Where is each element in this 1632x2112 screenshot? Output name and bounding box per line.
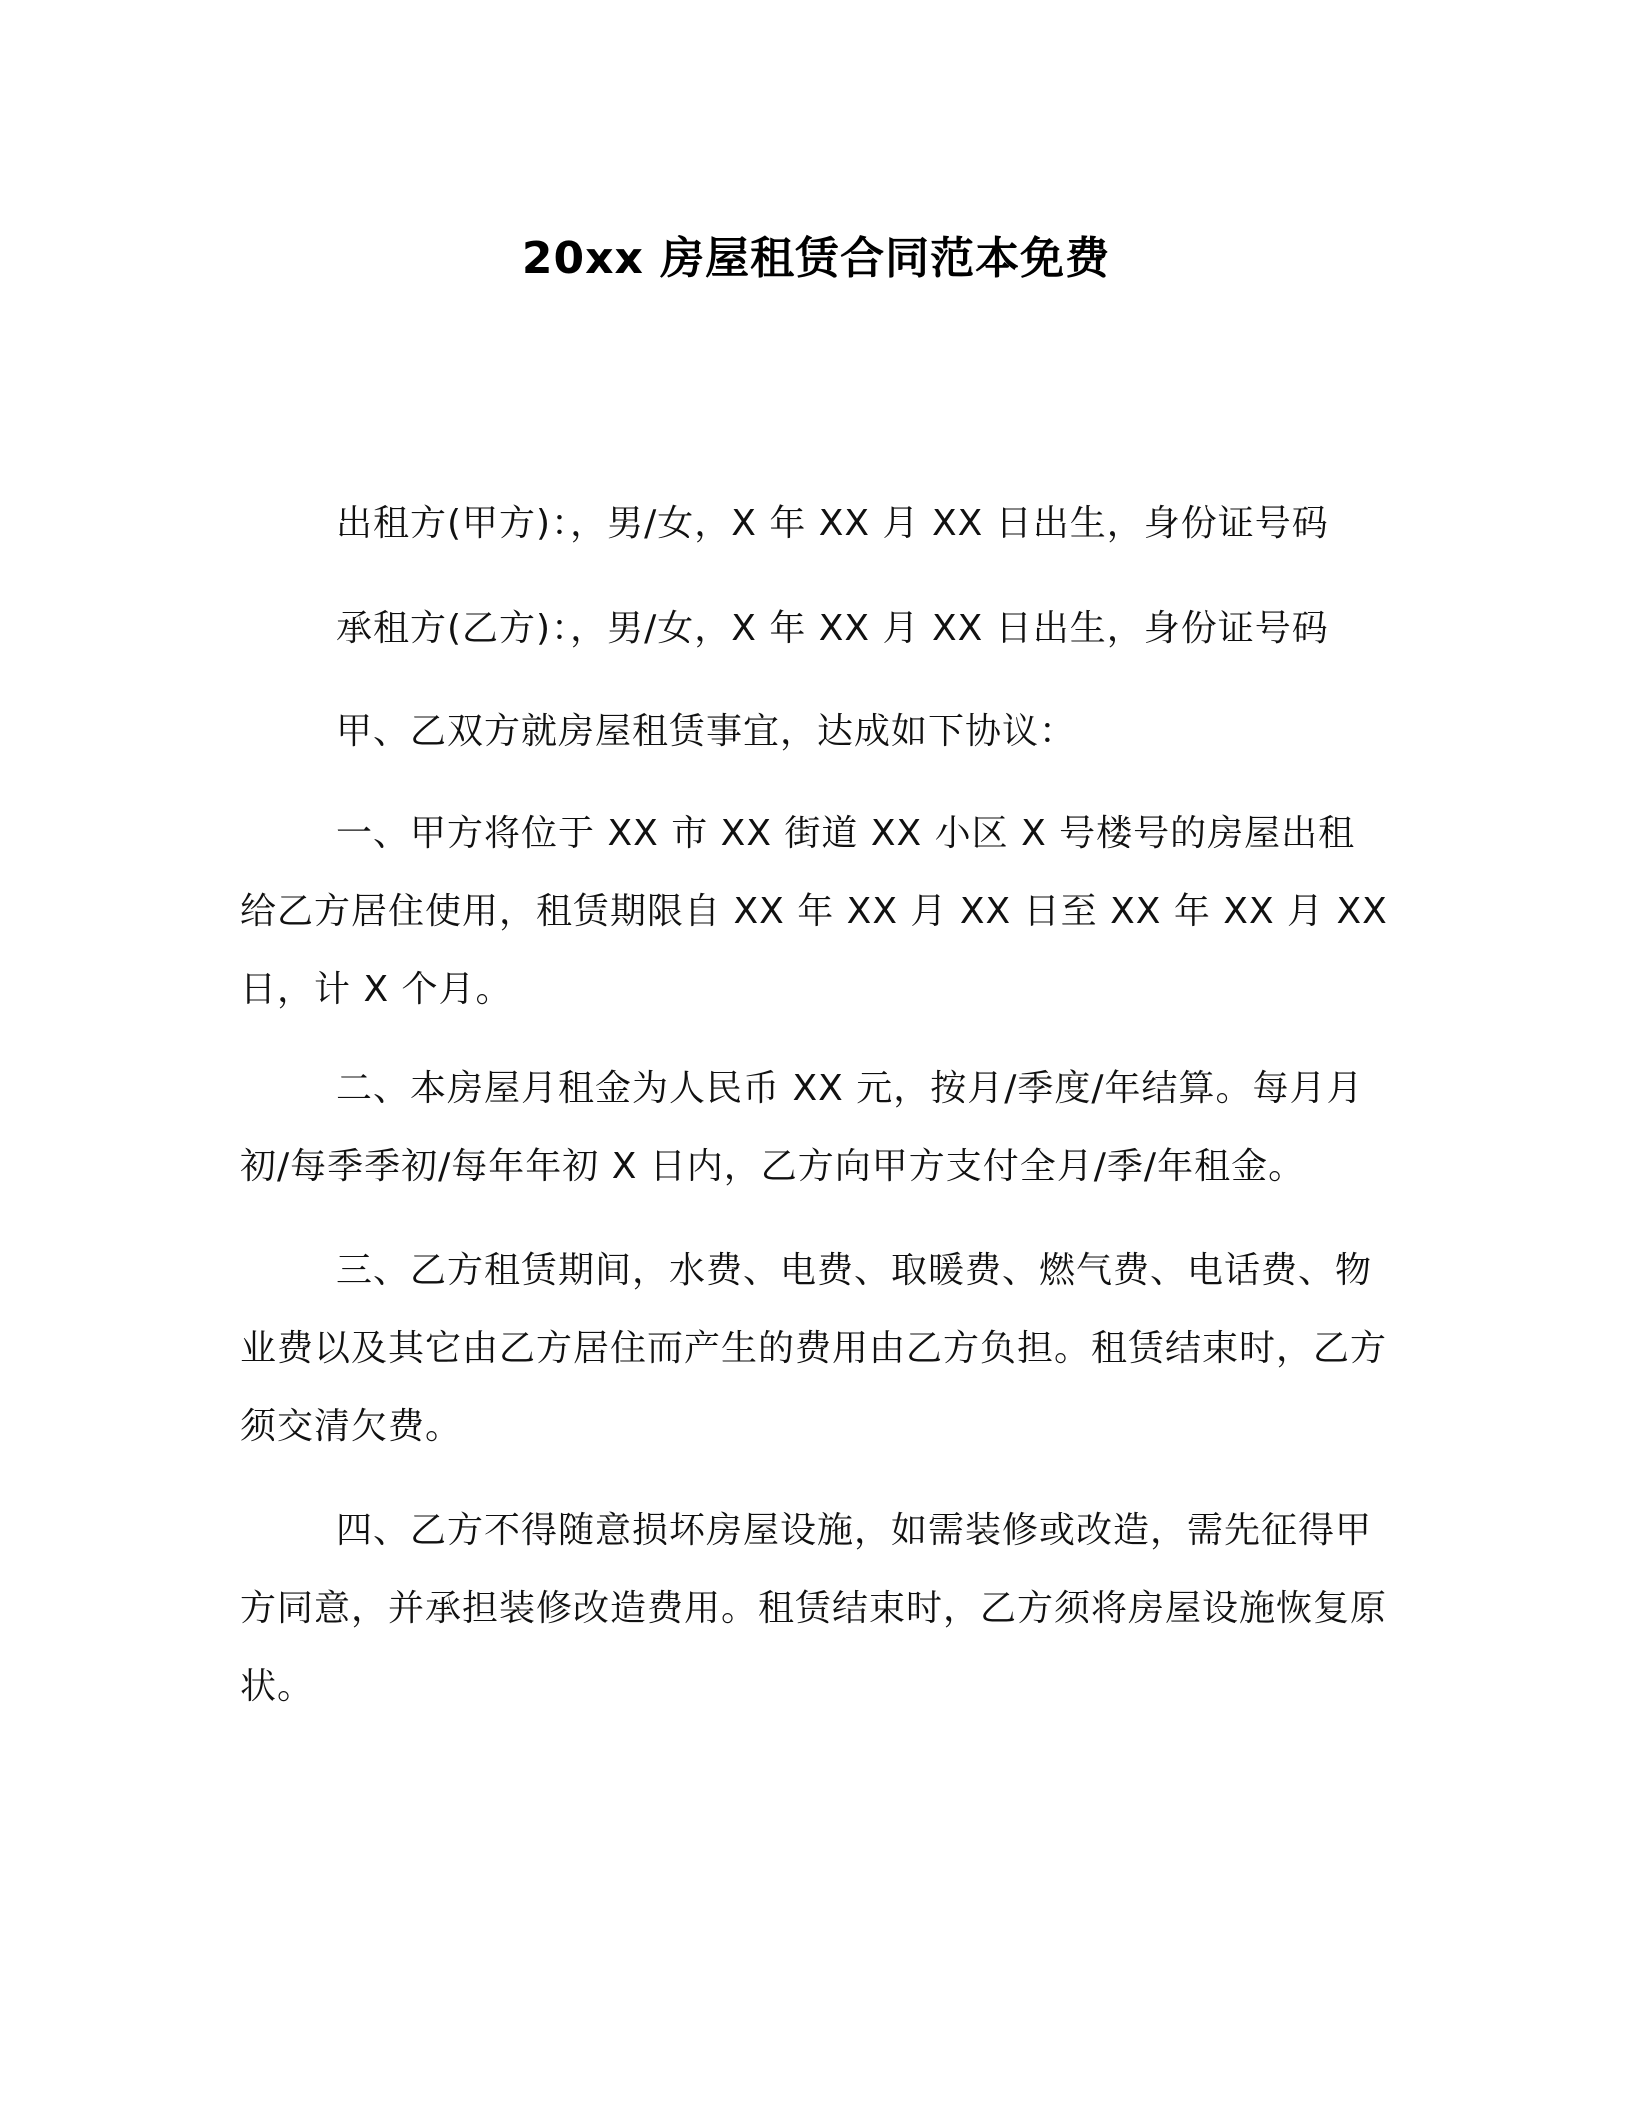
clause-1-paragraph: 一、甲方将位于 XX 市 XX 街道 XX 小区 X 号楼号的房屋出租给乙方居住使用，租赁期限自 XX 年 XX 月 XX 日至 XX 年 XX 月 XX 日，计 X 个月。 [240, 813, 1388, 1010]
lessor-paragraph: 出租方(甲方)：，男/女，X 年 XX 月 XX 日出生，身份证号码 [336, 503, 1329, 544]
clause-4-paragraph: 四、乙方不得随意损坏房屋设施，如需装修或改造，需先征得甲方同意，并承担装修改造费用。租赁结束时，乙方须将房屋设施恢复原状。 [240, 1510, 1388, 1707]
lessee-paragraph: 承租方(乙方)：，男/女，X 年 XX 月 XX 日出生，身份证号码 [336, 608, 1329, 649]
clause-2-paragraph: 二、本房屋月租金为人民币 XX 元，按月/季度/年结算。每月月初/每季季初/每年年初 X 日内，乙方向甲方支付全月/季/年租金。 [240, 1068, 1364, 1187]
document-title: 20xx 房屋租赁合同范本免费 [521, 233, 1111, 284]
intro-paragraph: 甲、乙双方就房屋租赁事宜，达成如下协议： [336, 711, 1077, 752]
clause-3-paragraph: 三、乙方租赁期间，水费、电费、取暖费、燃气费、电话费、物业费以及其它由乙方居住而产生的费用由乙方负担。租赁结束时，乙方须交清欠费。 [240, 1250, 1388, 1447]
